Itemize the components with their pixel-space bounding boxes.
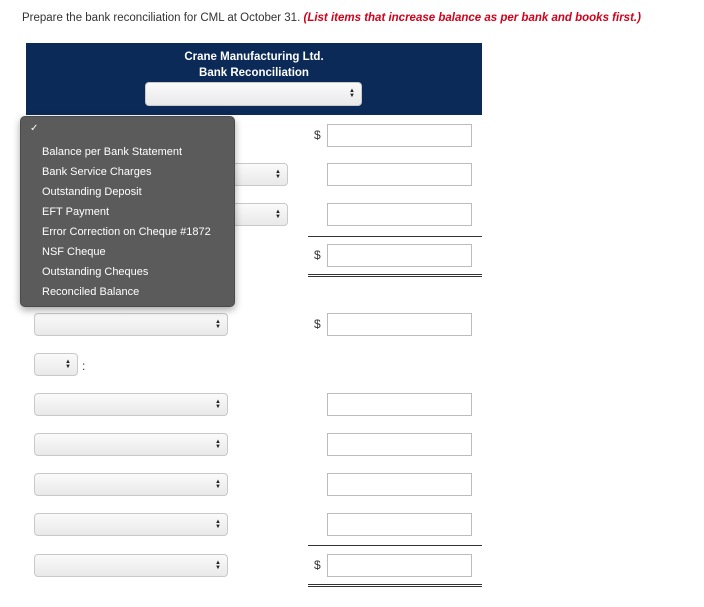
select-arrows-icon: ▲ ▼ bbox=[349, 88, 355, 99]
reconciliation-header bbox=[26, 43, 482, 115]
dropdown-option[interactable]: Bank Service Charges bbox=[42, 166, 152, 178]
date-select[interactable] bbox=[145, 82, 362, 106]
amount-input-6[interactable] bbox=[327, 393, 472, 416]
checkmark-icon: ✓ bbox=[30, 123, 39, 134]
dropdown-option[interactable]: Error Correction on Cheque #1872 bbox=[42, 226, 211, 238]
amount-input-1[interactable] bbox=[327, 124, 472, 147]
select-arrows-icon: ▲ ▼ bbox=[215, 318, 221, 330]
currency-sign: $ bbox=[314, 128, 321, 142]
subtotal-rule bbox=[308, 236, 482, 237]
amount-input-4[interactable] bbox=[327, 244, 472, 267]
instruction-note: (List items that increase balance as per bank and books first.) bbox=[303, 12, 641, 24]
amount-input-9[interactable] bbox=[327, 513, 472, 536]
total-double-rule bbox=[308, 584, 482, 587]
currency-sign: $ bbox=[314, 317, 321, 331]
select-arrows-icon: ▲ ▼ bbox=[215, 478, 221, 490]
row-select-10[interactable] bbox=[34, 554, 228, 577]
select-arrows-icon: ▲ ▼ bbox=[215, 518, 221, 530]
row-select-3[interactable] bbox=[228, 203, 288, 226]
currency-sign: $ bbox=[314, 558, 321, 572]
amount-input-3[interactable] bbox=[327, 203, 472, 226]
row-select-7[interactable] bbox=[34, 433, 228, 456]
dropdown-option[interactable]: Balance per Bank Statement bbox=[42, 146, 183, 158]
currency-sign: $ bbox=[314, 248, 321, 262]
amount-input-2[interactable] bbox=[327, 163, 472, 186]
total-double-rule bbox=[308, 274, 482, 277]
instruction-text: Prepare the bank reconciliation for CML at October 31. bbox=[22, 12, 301, 24]
select-arrows-icon: ▲ ▼ bbox=[215, 559, 221, 571]
subtotal-rule bbox=[308, 545, 482, 546]
dropdown-option[interactable]: Reconciled Balance bbox=[42, 286, 140, 298]
item-dropdown-menu[interactable] bbox=[20, 116, 235, 307]
amount-input-5[interactable] bbox=[327, 313, 472, 336]
company-name: Crane Manufacturing Ltd. bbox=[184, 51, 324, 63]
select-arrows-icon: ▲ ▼ bbox=[215, 398, 221, 410]
dropdown-option[interactable]: Outstanding Deposit bbox=[42, 186, 142, 198]
select-arrows-icon: ▲ ▼ bbox=[275, 208, 281, 220]
amount-input-10[interactable] bbox=[327, 554, 472, 577]
dropdown-option[interactable]: EFT Payment bbox=[42, 206, 110, 218]
instructions bbox=[22, 12, 641, 24]
small-select[interactable] bbox=[34, 353, 78, 376]
report-title: Bank Reconciliation bbox=[199, 67, 309, 79]
row-select-2[interactable] bbox=[228, 163, 288, 186]
amount-input-7[interactable] bbox=[327, 433, 472, 456]
row-select-5[interactable] bbox=[34, 313, 228, 336]
select-arrows-icon: ▲ ▼ bbox=[275, 168, 281, 180]
colon-label: : bbox=[82, 359, 86, 373]
row-select-6[interactable] bbox=[34, 393, 228, 416]
amount-input-8[interactable] bbox=[327, 473, 472, 496]
dropdown-option[interactable]: Outstanding Cheques bbox=[42, 266, 149, 278]
select-arrows-icon: ▲ ▼ bbox=[65, 358, 71, 370]
row-select-8[interactable] bbox=[34, 473, 228, 496]
select-arrows-icon: ▲ ▼ bbox=[215, 438, 221, 450]
row-select-9[interactable] bbox=[34, 513, 228, 536]
dropdown-option[interactable]: NSF Cheque bbox=[42, 246, 106, 258]
